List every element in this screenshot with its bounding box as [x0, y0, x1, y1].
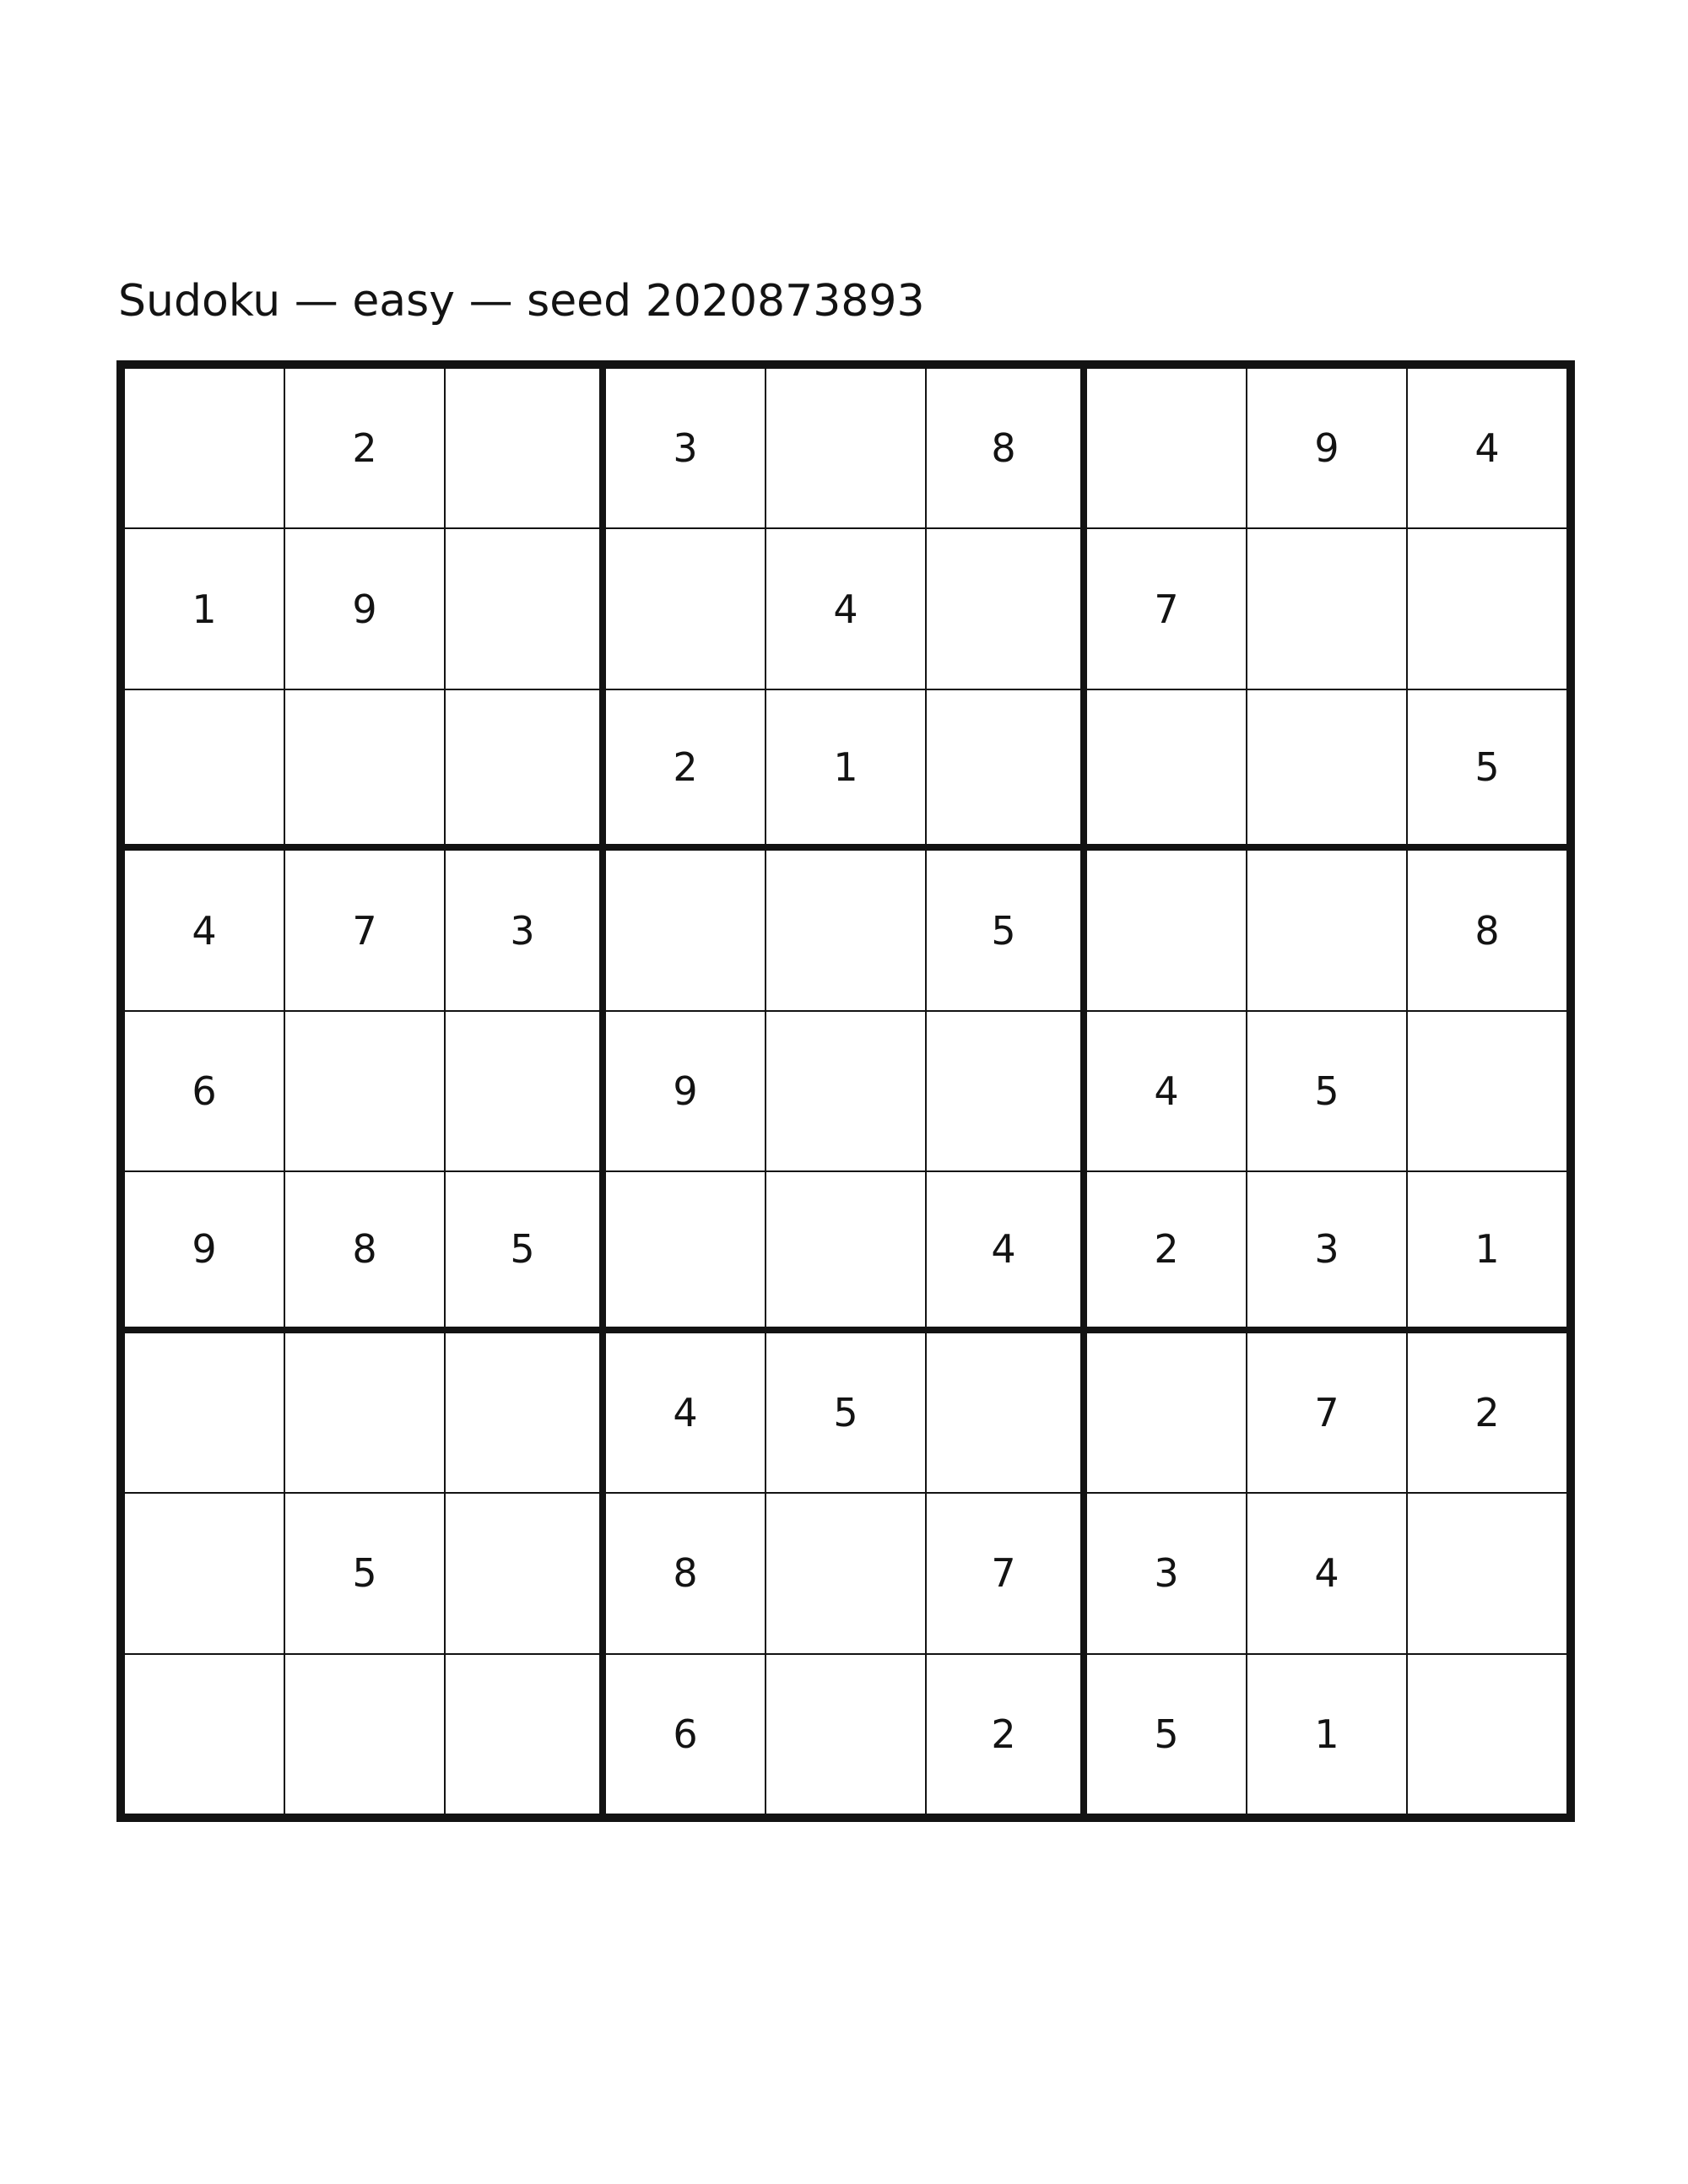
sudoku-cell-r2c7: 7 [1086, 528, 1247, 689]
sudoku-cell-r4c2: 7 [284, 850, 445, 1010]
sudoku-cell-r2c9 [1407, 528, 1567, 689]
sudoku-cell-r1c2: 2 [284, 368, 445, 528]
sudoku-cell-r6c7: 2 [1086, 1171, 1247, 1332]
sudoku-cell-r7c4: 4 [605, 1333, 766, 1493]
sudoku-cell-r9c1 [124, 1654, 284, 1814]
sudoku-cell-r4c1: 4 [124, 850, 284, 1010]
sudoku-cell-r9c3 [445, 1654, 605, 1814]
sudoku-cell-r5c4: 9 [605, 1011, 766, 1171]
sudoku-cell-r6c6: 4 [926, 1171, 1086, 1332]
sudoku-cell-r1c7 [1086, 368, 1247, 528]
sudoku-cell-r6c1: 9 [124, 1171, 284, 1332]
sudoku-cell-r9c2 [284, 1654, 445, 1814]
sudoku-cell-r1c5 [766, 368, 926, 528]
sudoku-cell-r3c1 [124, 689, 284, 850]
sudoku-cell-r4c4 [605, 850, 766, 1010]
sudoku-cell-r9c9 [1407, 1654, 1567, 1814]
sudoku-cell-r3c7 [1086, 689, 1247, 850]
sudoku-cell-r5c7: 4 [1086, 1011, 1247, 1171]
sudoku-cell-r3c2 [284, 689, 445, 850]
puzzle-title: Sudoku — easy — seed 2020873893 [118, 276, 925, 327]
sudoku-cell-r8c8: 4 [1247, 1493, 1407, 1653]
sudoku-cell-r8c3 [445, 1493, 605, 1653]
sudoku-cell-r8c2: 5 [284, 1493, 445, 1653]
sudoku-cell-r7c7 [1086, 1333, 1247, 1493]
sudoku-cell-r2c8 [1247, 528, 1407, 689]
sudoku-cell-r5c1: 6 [124, 1011, 284, 1171]
sudoku-cell-r3c4: 2 [605, 689, 766, 850]
sudoku-cell-r2c2: 9 [284, 528, 445, 689]
sudoku-cell-r5c8: 5 [1247, 1011, 1407, 1171]
sudoku-cell-r2c4 [605, 528, 766, 689]
sudoku-cell-r7c5: 5 [766, 1333, 926, 1493]
sudoku-grid [116, 360, 1575, 1822]
sudoku-cell-r4c9: 8 [1407, 850, 1567, 1010]
sudoku-cell-r7c8: 7 [1247, 1333, 1407, 1493]
sudoku-cell-r6c3: 5 [445, 1171, 605, 1332]
sudoku-cell-r7c6 [926, 1333, 1086, 1493]
sudoku-cell-r8c4: 8 [605, 1493, 766, 1653]
sudoku-cell-r5c3 [445, 1011, 605, 1171]
sudoku-cell-r7c9: 2 [1407, 1333, 1567, 1493]
sudoku-cell-r4c7 [1086, 850, 1247, 1010]
sudoku-cell-r1c9: 4 [1407, 368, 1567, 528]
sudoku-cell-r2c5: 4 [766, 528, 926, 689]
sudoku-cell-r8c5 [766, 1493, 926, 1653]
sudoku-cell-r2c3 [445, 528, 605, 689]
sudoku-cell-r9c5 [766, 1654, 926, 1814]
sudoku-cell-r3c9: 5 [1407, 689, 1567, 850]
sudoku-cell-r9c7: 5 [1086, 1654, 1247, 1814]
sudoku-cell-r3c3 [445, 689, 605, 850]
sudoku-cell-r9c4: 6 [605, 1654, 766, 1814]
sudoku-cell-r7c2 [284, 1333, 445, 1493]
sudoku-cell-r9c8: 1 [1247, 1654, 1407, 1814]
sudoku-cell-r3c5: 1 [766, 689, 926, 850]
sudoku-cell-r2c6 [926, 528, 1086, 689]
sudoku-cell-r6c4 [605, 1171, 766, 1332]
sudoku-cell-r1c4: 3 [605, 368, 766, 528]
sudoku-cell-r6c8: 3 [1247, 1171, 1407, 1332]
sudoku-cell-r5c9 [1407, 1011, 1567, 1171]
sudoku-cell-r8c6: 7 [926, 1493, 1086, 1653]
sudoku-cell-r9c6: 2 [926, 1654, 1086, 1814]
sudoku-cell-r5c5 [766, 1011, 926, 1171]
sudoku-cell-r6c9: 1 [1407, 1171, 1567, 1332]
sudoku-cell-r1c6: 8 [926, 368, 1086, 528]
sudoku-cell-r8c7: 3 [1086, 1493, 1247, 1653]
sudoku-cell-r3c8 [1247, 689, 1407, 850]
sudoku-cell-r6c5 [766, 1171, 926, 1332]
sudoku-cell-r4c5 [766, 850, 926, 1010]
sudoku-cell-r7c3 [445, 1333, 605, 1493]
sudoku-cell-r6c2: 8 [284, 1171, 445, 1332]
sudoku-cell-r1c1 [124, 368, 284, 528]
sudoku-cell-r1c3 [445, 368, 605, 528]
sudoku-cell-r5c2 [284, 1011, 445, 1171]
sudoku-cell-r5c6 [926, 1011, 1086, 1171]
sudoku-cell-r2c1: 1 [124, 528, 284, 689]
sudoku-cell-r8c1 [124, 1493, 284, 1653]
sudoku-cell-r4c8 [1247, 850, 1407, 1010]
sudoku-cell-r4c6: 5 [926, 850, 1086, 1010]
sudoku-cell-r8c9 [1407, 1493, 1567, 1653]
sudoku-cell-r4c3: 3 [445, 850, 605, 1010]
sudoku-cell-r1c8: 9 [1247, 368, 1407, 528]
sudoku-cell-r3c6 [926, 689, 1086, 850]
sudoku-cell-r7c1 [124, 1333, 284, 1493]
